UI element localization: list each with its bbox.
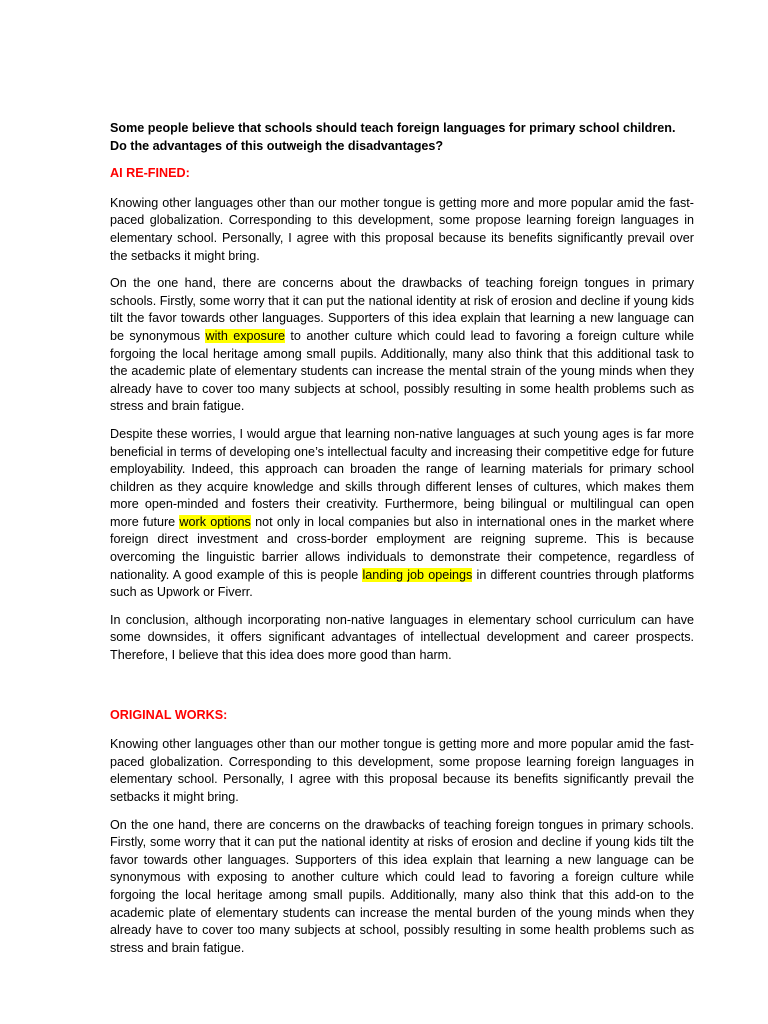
refined-paragraph-benefits (110, 426, 694, 602)
original-heading: ORIGINAL WORKS: (110, 707, 228, 722)
refined-p3-text-part3: in different countries through platforms such as Upwork or Fiverr. (110, 567, 694, 600)
refined-paragraph-conclusion: In conclusion, although incorporating non-native languages in elementary school curriculum can have some downsides, it offers significant advantages of intellectual development and career prospects. Therefore, I believe that this idea does more good than harm. (110, 612, 694, 663)
document-body (110, 120, 694, 967)
essay-question: Some people believe that schools should teach foreign languages for primary school children. Do the advantages of this outweigh the disadvantages? (110, 121, 676, 153)
highlight-with-exposure: with exposure (205, 328, 286, 343)
refined-p3-text-part2: not only in local companies but also in international ones in the market where foreign direct investment and cross-border employment are reigning supreme. This is because overcoming the linguistic barrier allows individuals to demonstrate their competence, regardless of nationality. A good example of this is people (110, 514, 694, 582)
refined-paragraph-drawbacks (110, 275, 694, 416)
original-paragraph-drawbacks: On the one hand, there are concerns on the drawbacks of teaching foreign tongues in primary schools. Firstly, some worry that it can put the national identity at risks of erosion and decline if young kids tilt the favor towards other languages. Supporters of this idea explain that learning a new language can be synonymous with exposing to another culture which could lead to favoring a foreign culture while forgoing the local heritage among small pupils. Additionally, many also think that this add-on to the academic plate of elementary students can increase the mental burden of the young minds when they already have to cover too many subjects at school, possibly resulting in some health problems such as stress and brain fatigue. (110, 817, 694, 955)
section-spacer (110, 675, 694, 707)
refined-paragraph-intro: Knowing other languages other than our mother tongue is getting more and more popular amid the fast-paced globalization. Corresponding to this development, some propose learning foreign languages in elementary school. Personally, I agree with this proposal because its benefits significantly prevail over the setbacks it might bring. (110, 195, 694, 263)
refined-p3-text-part1: Despite these worries, I would argue that learning non-native languages at such young ages is far more beneficial in terms of developing one’s intellectual faculty and increasing their competitive edge for future employability. Indeed, this approach can broaden the range of learning materials for primary school children as they acquire knowledge and skills through different lenses of cultures, which makes them more open-minded and fosters their creativity. Furthermore, being bilingual or multilingual can open more future (110, 426, 694, 529)
refined-p2-text-before: On the one hand, there are concerns about the drawbacks of teaching foreign tongues in primary schools. Firstly, some worry that it can put the national identity at risk of erosion and decline if young kids tilt the favor towards other languages. Supporters of this idea explain that learning a new language can be synonymous (110, 276, 694, 343)
refined-heading: AI RE-FINED: (110, 166, 190, 181)
original-paragraph-intro: Knowing other languages other than our mother tongue is getting more and more popular amid the fast-paced globalization. Corresponding to this development, some propose learning foreign languages in elementary school. Personally, I agree with this proposal because its benefits significantly prevail the setbacks it might bring. (110, 737, 694, 804)
highlight-work-options: work options (179, 514, 251, 529)
refined-p2-text-after: to another culture which could lead to favoring a foreign culture while forgoing the local heritage among small pupils. Additionally, many also think that this additional task to the academic plate of elementary students can increase the mental strain of the young minds when they already have to cover too many subjects at school, possibly resulting in some health problems such as stress and brain fatigue. (110, 328, 695, 414)
highlight-landing-job-openings: landing job opeings (362, 567, 473, 582)
